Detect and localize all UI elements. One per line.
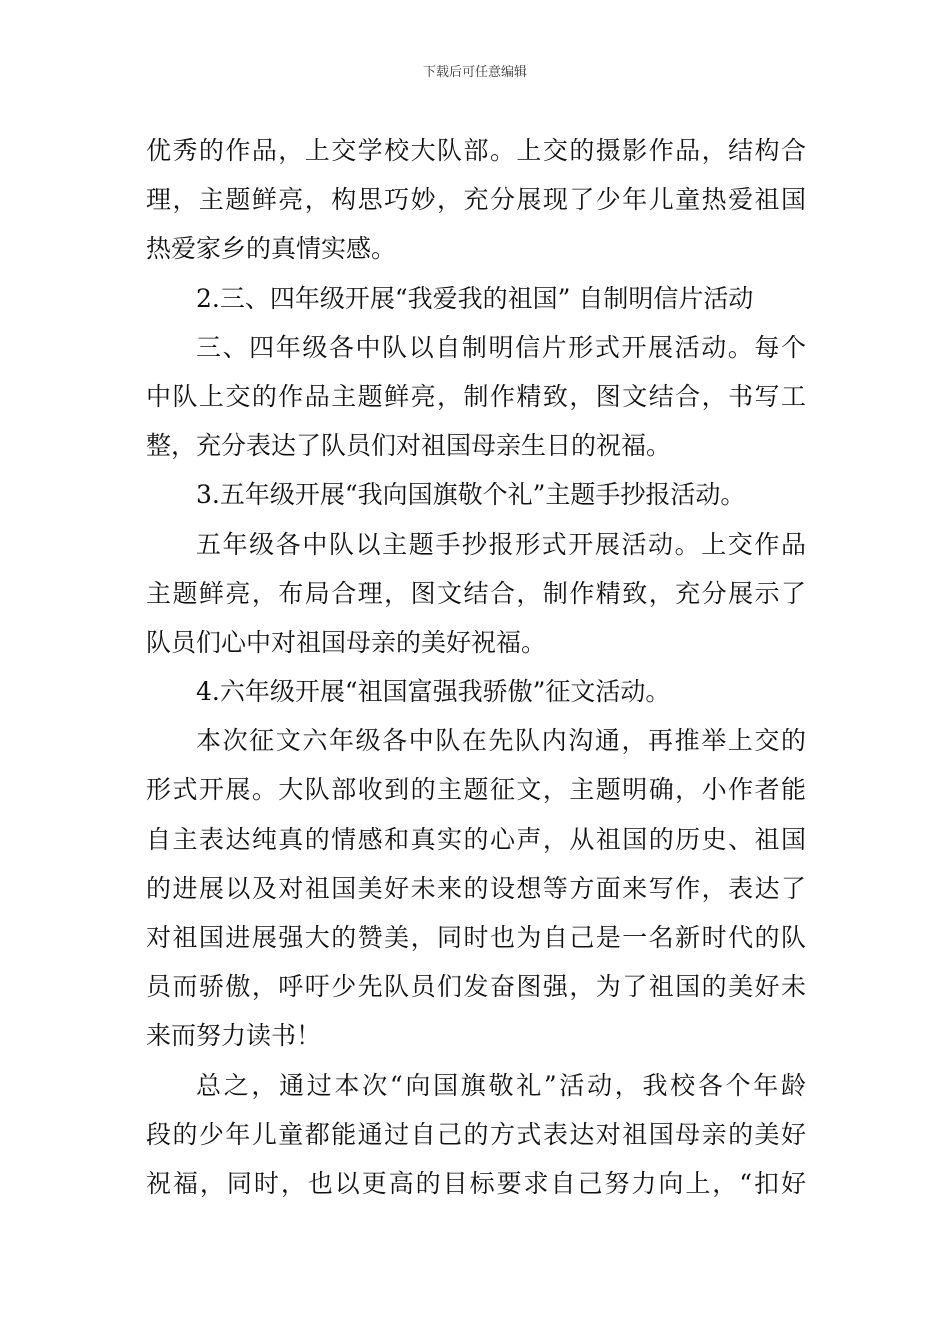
text-line: 段的少年儿童都能通过自己的方式表达对祖国母亲的美好 [146, 1119, 806, 1149]
text-line: 理，主题鲜亮，构思巧妙，充分展现了少年儿童热爱祖国 [146, 185, 806, 215]
text-line: 热爱家乡的真情实感。 [146, 234, 397, 264]
text-line: 来而努力读书！ [146, 1021, 322, 1051]
text-line: 形式开展。大队部收到的主题征文，主题明确，小作者能 [146, 775, 806, 805]
text-line: 3.五年级开展“我向国旗敬个礼”主题手抄报活动。 [196, 480, 746, 510]
document-body [146, 126, 806, 1208]
text-line: 整，充分表达了队员们对祖国母亲生日的祝福。 [146, 431, 672, 461]
text-line: 总之，通过本次“向国旗敬礼”活动，我校各个年龄 [196, 1070, 806, 1100]
text-line: 主题鲜亮，布局合理，图文结合，制作精致，充分展示了 [146, 578, 806, 608]
text-line: 对祖国进展强大的赞美，同时也为自己是一名新时代的队 [146, 923, 806, 952]
text-line: 本次征文六年级各中队在先队内沟通，再推举上交的 [196, 726, 806, 756]
text-line: 2.三、四年级开展“我爱我的祖国” 自制明信片活动 [196, 283, 754, 313]
text-line: 五年级各中队以主题手抄报形式开展活动。上交作品 [196, 529, 806, 559]
text-line: 4.六年级开展“祖国富强我骄傲”征文活动。 [196, 677, 671, 707]
text-line: 中队上交的作品主题鲜亮，制作精致，图文结合，书写工 [146, 381, 806, 411]
text-line: 自主表达纯真的情感和真实的心声，从祖国的历史、祖国 [146, 824, 806, 854]
text-line: 队员们心中对祖国母亲的美好祝福。 [146, 627, 547, 657]
text-line: 三、四年级各中队以自制明信片形式开展活动。每个 [196, 332, 806, 362]
text-line: 的进展以及对祖国美好未来的设想等方面来写作，表达了 [146, 873, 806, 903]
text-line: 优秀的作品，上交学校大队部。上交的摄影作品，结构合 [146, 136, 806, 165]
text-line: 祝福，同时，也以更高的目标要求自己努力向上，“扣好 [146, 1168, 806, 1198]
page-header: 下载后可任意编辑 [422, 65, 527, 80]
text-line: 员而骄傲，呼吁少先队员们发奋图强，为了祖国的美好未 [146, 972, 806, 1002]
